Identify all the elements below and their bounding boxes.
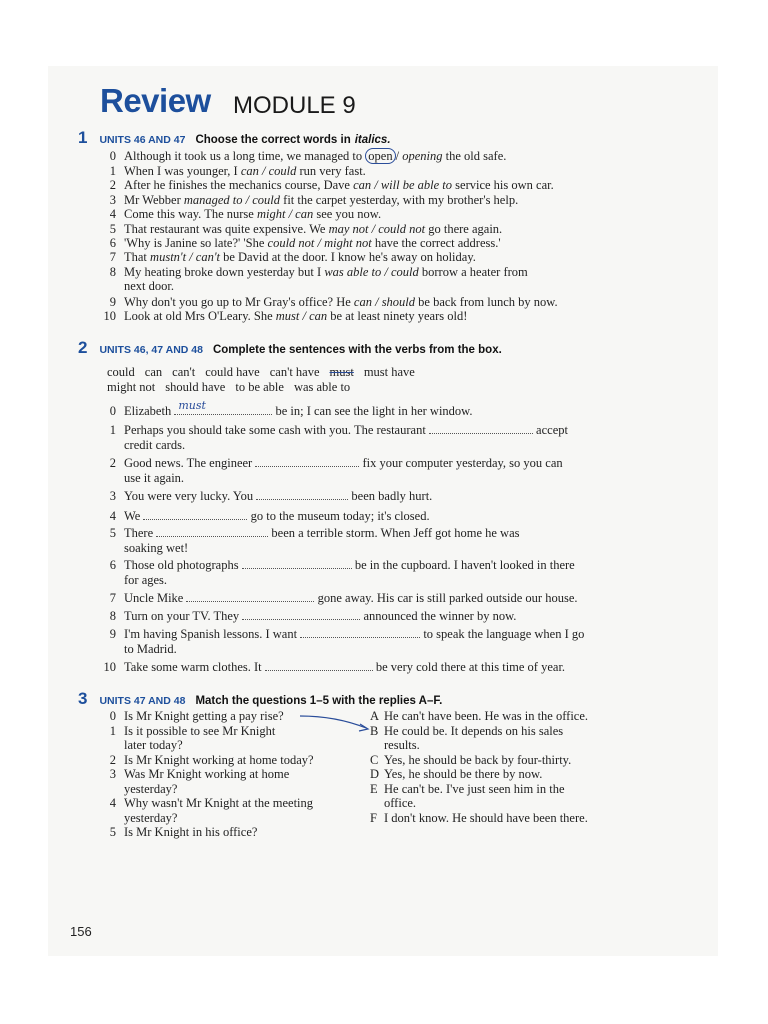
item-text: go to the museum today; it's closed.: [247, 509, 430, 523]
question-text: Was Mr Knight working at home: [124, 767, 290, 781]
exercise-2-item: [98, 609, 516, 624]
item-number: 4: [109, 207, 116, 221]
item-text: fix your computer yesterday, so you can: [359, 456, 563, 470]
units-label: UNITS 47 AND 48: [99, 695, 186, 707]
exercise-2-item: [98, 471, 184, 486]
item-number: 10: [103, 660, 116, 674]
item-text: have the correct address.': [371, 236, 501, 250]
item-text: Elizabeth: [124, 404, 175, 418]
item-options: can / should: [353, 295, 416, 309]
reply-text: Yes, he should be back by four-thirty.: [384, 753, 572, 767]
question-text: Is Mr Knight working at home today?: [124, 753, 314, 767]
question-text: Is Mr Knight in his office?: [124, 825, 258, 839]
item-number: 8: [109, 609, 116, 623]
item-number: 2: [109, 178, 116, 192]
reply-item: [370, 767, 542, 782]
item-text: That restaurant was quite expensive. We: [124, 222, 329, 236]
instruction: Match the questions 1–5 with the replies A–F.: [195, 695, 443, 707]
reply-text: Yes, he should be there by now.: [384, 767, 543, 781]
question-text: Is it possible to see Mr Knight: [124, 724, 276, 738]
exercise-2-header: [78, 338, 502, 358]
item-options: might / can: [256, 207, 314, 221]
item-options: can / will be able to: [353, 178, 453, 192]
item-text: Why don't you go up to Mr Gray's office? He: [124, 295, 354, 309]
item-number: 2: [109, 456, 116, 470]
item-text: Come this way. The nurse: [124, 207, 257, 221]
item-text: Turn on your TV. They: [124, 609, 243, 623]
verb-option: must: [329, 365, 354, 379]
verb-box-line-2: [107, 380, 360, 395]
item-text: I'm having Spanish lessons. I want: [124, 627, 301, 641]
instruction-italic: italics.: [354, 134, 391, 146]
question-item: [98, 738, 183, 753]
item-number: 7: [109, 250, 116, 264]
exercise-1-header: [78, 128, 391, 148]
item-text: announced the winner by now.: [360, 609, 517, 623]
item-text: We: [124, 509, 144, 523]
verb-option: to be able: [235, 380, 284, 394]
exercise-1-item: [98, 149, 506, 164]
reply-item: [370, 724, 563, 739]
item-number: 6: [109, 558, 116, 572]
reply-letter: C: [370, 753, 379, 767]
item-text: credit cards.: [124, 438, 186, 452]
item-number: 5: [109, 222, 116, 236]
question-item: [98, 825, 257, 840]
exercise-2-item: [98, 526, 519, 541]
verb-option: could have: [205, 365, 260, 379]
question-item: [98, 782, 177, 797]
answer-blank: [186, 591, 314, 602]
item-number: 6: [109, 236, 116, 250]
item-number: 1: [109, 164, 116, 178]
question-text: Why wasn't Mr Knight at the meeting: [124, 796, 314, 810]
exercise-2-item: [98, 456, 563, 471]
item-text: for ages.: [124, 573, 168, 587]
exercise-number: 1: [78, 128, 88, 147]
item-text: see you now.: [313, 207, 382, 221]
item-text: be in the cupboard. I haven't looked in there: [351, 558, 575, 572]
units-label: UNITS 46, 47 AND 48: [99, 344, 203, 356]
verb-option: can't have: [269, 365, 320, 379]
verb-option: must have: [363, 365, 415, 379]
item-text: You were very lucky. You: [124, 489, 257, 503]
reply-letter: F: [370, 811, 377, 825]
instruction: Complete the sentences with the verbs from the box.: [212, 344, 502, 356]
reply-text: I don't know. He should have been there.: [384, 811, 588, 825]
exercise-1-item: [98, 222, 502, 237]
item-text: be very cold there at this time of year.: [372, 660, 566, 674]
item-text: 'Why is Janine so late?' 'She: [124, 236, 268, 250]
item-text: Good news. The engineer: [124, 456, 256, 470]
answer-blank: [256, 489, 348, 500]
exercise-1-item: [98, 193, 518, 208]
page-title: Review: [100, 82, 211, 119]
item-options: managed to / could: [183, 193, 281, 207]
answer-blank: [242, 609, 360, 620]
question-number: 3: [109, 767, 116, 781]
reply-item: [370, 709, 588, 724]
item-text: gone away. His car is still parked outside our house.: [314, 591, 578, 605]
question-item: [98, 753, 314, 768]
item-text: next door.: [124, 279, 174, 293]
item-text: My heating broke down yesterday but I: [124, 265, 325, 279]
verb-option: can't: [172, 365, 196, 379]
item-text: be in; I can see the light in her window.: [272, 404, 473, 418]
item-text: the old safe.: [442, 149, 507, 163]
reply-letter: A: [370, 709, 380, 723]
answer-blank: [242, 558, 352, 569]
item-options: mustn't / can't: [150, 250, 220, 264]
reply-text: He can't have been. He was in the office.: [384, 709, 589, 723]
item-text: Those old photographs: [124, 558, 242, 572]
reply-item: [370, 738, 420, 753]
item-number: 4: [109, 509, 116, 523]
exercise-number: 2: [78, 338, 88, 357]
verb-option: was able to: [293, 380, 351, 394]
instruction: Choose the correct words in: [195, 134, 351, 146]
reply-letter: D: [370, 767, 380, 781]
item-options: opening: [402, 149, 443, 163]
reply-text: results.: [384, 738, 420, 752]
reply-text: He could be. It depends on his sales: [384, 724, 564, 738]
item-text: Although it took us a long time, we managed to: [124, 149, 366, 163]
verb-option: could: [107, 365, 135, 379]
question-number: 2: [109, 753, 116, 767]
exercise-1-item: [98, 207, 381, 222]
exercise-1-item: [98, 164, 366, 179]
exercise-1-item: [98, 279, 174, 294]
exercise-2-item: [98, 509, 430, 524]
exercise-2-item: [98, 399, 473, 419]
item-text: There: [124, 526, 157, 540]
exercise-1-item: [98, 309, 467, 324]
verb-option: can: [144, 365, 163, 379]
item-text: Take some warm clothes. It: [124, 660, 265, 674]
item-number: 10: [103, 309, 116, 323]
item-text: /: [395, 149, 403, 163]
item-text: That: [124, 250, 151, 264]
question-number: 5: [109, 825, 116, 839]
exercise-2-item: [98, 573, 167, 588]
question-item: [98, 796, 313, 811]
exercise-2-item: [98, 541, 188, 556]
exercise-number: 3: [78, 689, 88, 708]
question-number: 1: [109, 724, 116, 738]
answer-blank: [429, 423, 533, 434]
question-text: yesterday?: [124, 782, 178, 796]
reply-text: office.: [384, 796, 417, 810]
exercise-1-item: [98, 250, 476, 265]
exercise-2-item: [98, 438, 185, 453]
question-item: [98, 767, 289, 782]
item-text: to speak the language when I go: [420, 627, 585, 641]
exercise-3-header: [78, 689, 442, 709]
question-text: later today?: [124, 738, 183, 752]
item-text: be David at the door. I know he's away on holiday.: [219, 250, 476, 264]
item-text: use it again.: [124, 471, 185, 485]
verb-option: should have: [165, 380, 226, 394]
answer-blank: [255, 456, 359, 467]
item-text: accept: [532, 423, 568, 437]
item-text: run very fast.: [296, 164, 366, 178]
item-options: may not / could not: [328, 222, 426, 236]
item-text: be back from lunch by now.: [415, 295, 558, 309]
item-number: 7: [109, 591, 116, 605]
reply-item: [370, 753, 571, 768]
exercise-2-item: [98, 642, 177, 657]
item-text: Uncle Mike: [124, 591, 187, 605]
item-text: Mr Webber: [124, 193, 184, 207]
exercise-1-item: [98, 236, 501, 251]
item-text: service his own car.: [452, 178, 554, 192]
item-text: been a terrible storm. When Jeff got home he was: [268, 526, 520, 540]
exercise-2-item: [98, 627, 584, 642]
item-text: Look at old Mrs O'Leary. She: [124, 309, 276, 323]
units-label: UNITS 46 AND 47: [99, 134, 186, 146]
question-text: yesterday?: [124, 811, 178, 825]
reply-text: He can't be. I've just seen him in the: [384, 782, 565, 796]
module-label: MODULE 9: [233, 92, 356, 119]
handwritten-answer: must: [178, 399, 206, 412]
item-number: 9: [109, 627, 116, 641]
exercise-2-item: [98, 660, 565, 675]
item-number: 0: [109, 149, 116, 163]
item-text: soaking wet!: [124, 541, 189, 555]
reply-item: [370, 796, 416, 811]
exercise-2-item: [98, 489, 432, 504]
circled-answer: open: [365, 148, 395, 164]
match-arrow-icon: [296, 708, 376, 734]
reply-letter: B: [370, 724, 379, 738]
reply-item: [370, 782, 565, 797]
reply-letter: E: [370, 782, 378, 796]
item-options: can / could: [240, 164, 297, 178]
item-text: Perhaps you should take some cash with you. The restaurant: [124, 423, 429, 437]
exercise-1-item: [98, 265, 528, 280]
question-item: [98, 724, 275, 739]
item-text: be at least ninety years old!: [327, 309, 468, 323]
item-text: been badly hurt.: [348, 489, 433, 503]
answer-blank: [300, 627, 420, 638]
exercise-1-item: [98, 295, 558, 310]
verb-box-line-1: [107, 365, 425, 380]
item-text: go there again.: [425, 222, 503, 236]
item-number: 3: [109, 193, 116, 207]
answer-blank: [143, 509, 247, 520]
verb-option: might not: [107, 380, 156, 394]
exercise-2-item: [98, 591, 578, 606]
question-item: [98, 811, 177, 826]
answer-blank: [156, 526, 268, 537]
item-number: 9: [109, 295, 116, 309]
exercise-2-item: [98, 423, 568, 438]
item-number: 8: [109, 265, 116, 279]
item-number: 3: [109, 489, 116, 503]
question-text: Is Mr Knight getting a pay rise?: [124, 709, 284, 723]
item-text: After he finishes the mechanics course, Dave: [124, 178, 354, 192]
item-text: fit the carpet yesterday, with my brother's help.: [280, 193, 519, 207]
item-options: was able to / could: [324, 265, 419, 279]
reply-item: [370, 811, 588, 826]
item-options: could not / might not: [267, 236, 372, 250]
answer-blank: [174, 399, 272, 415]
question-item: [98, 709, 284, 724]
item-options: must / can: [275, 309, 328, 323]
item-text: to Madrid.: [124, 642, 177, 656]
exercise-1-item: [98, 178, 554, 193]
page-number: 156: [70, 924, 92, 939]
item-text: borrow a heater from: [418, 265, 528, 279]
question-number: 0: [109, 709, 116, 723]
item-number: 1: [109, 423, 116, 437]
answer-blank: [265, 660, 373, 671]
exercise-2-item: [98, 558, 575, 573]
item-number: 5: [109, 526, 116, 540]
item-number: 0: [109, 404, 116, 418]
item-text: When I was younger, I: [124, 164, 241, 178]
question-number: 4: [109, 796, 116, 810]
